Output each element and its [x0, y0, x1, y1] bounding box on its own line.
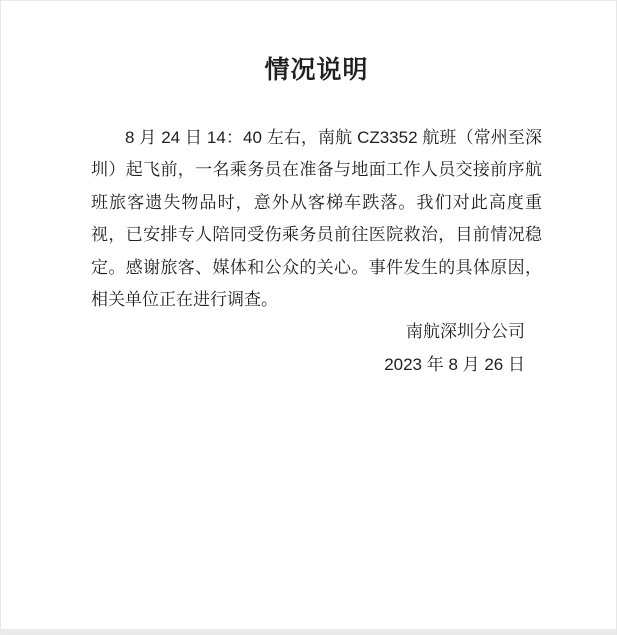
- document-title: 情况说明: [264, 56, 369, 84]
- signature-date: 2023 年 8 月 26 日: [384, 354, 525, 374]
- page-bottom-edge: [1, 629, 616, 634]
- signature-company: 南航深圳分公司: [406, 322, 525, 342]
- document-body-paragraph: 8 月 24 日 14：40 左右，南航 CZ3352 航班（常州至深圳）起飞前，一名乘务员在准备与地面工作人员交接前序航班旅客遗失物品时，意外从客梯车跌落。我们对此高度重视，已安排专人陪同受伤乘务员前往医院救治，目前情况稳定。感谢旅客、媒体和公众的关心。事件发生的具体原因，相关单位正在进行调查。: [91, 128, 542, 310]
- signature-block: [91, 316, 525, 381]
